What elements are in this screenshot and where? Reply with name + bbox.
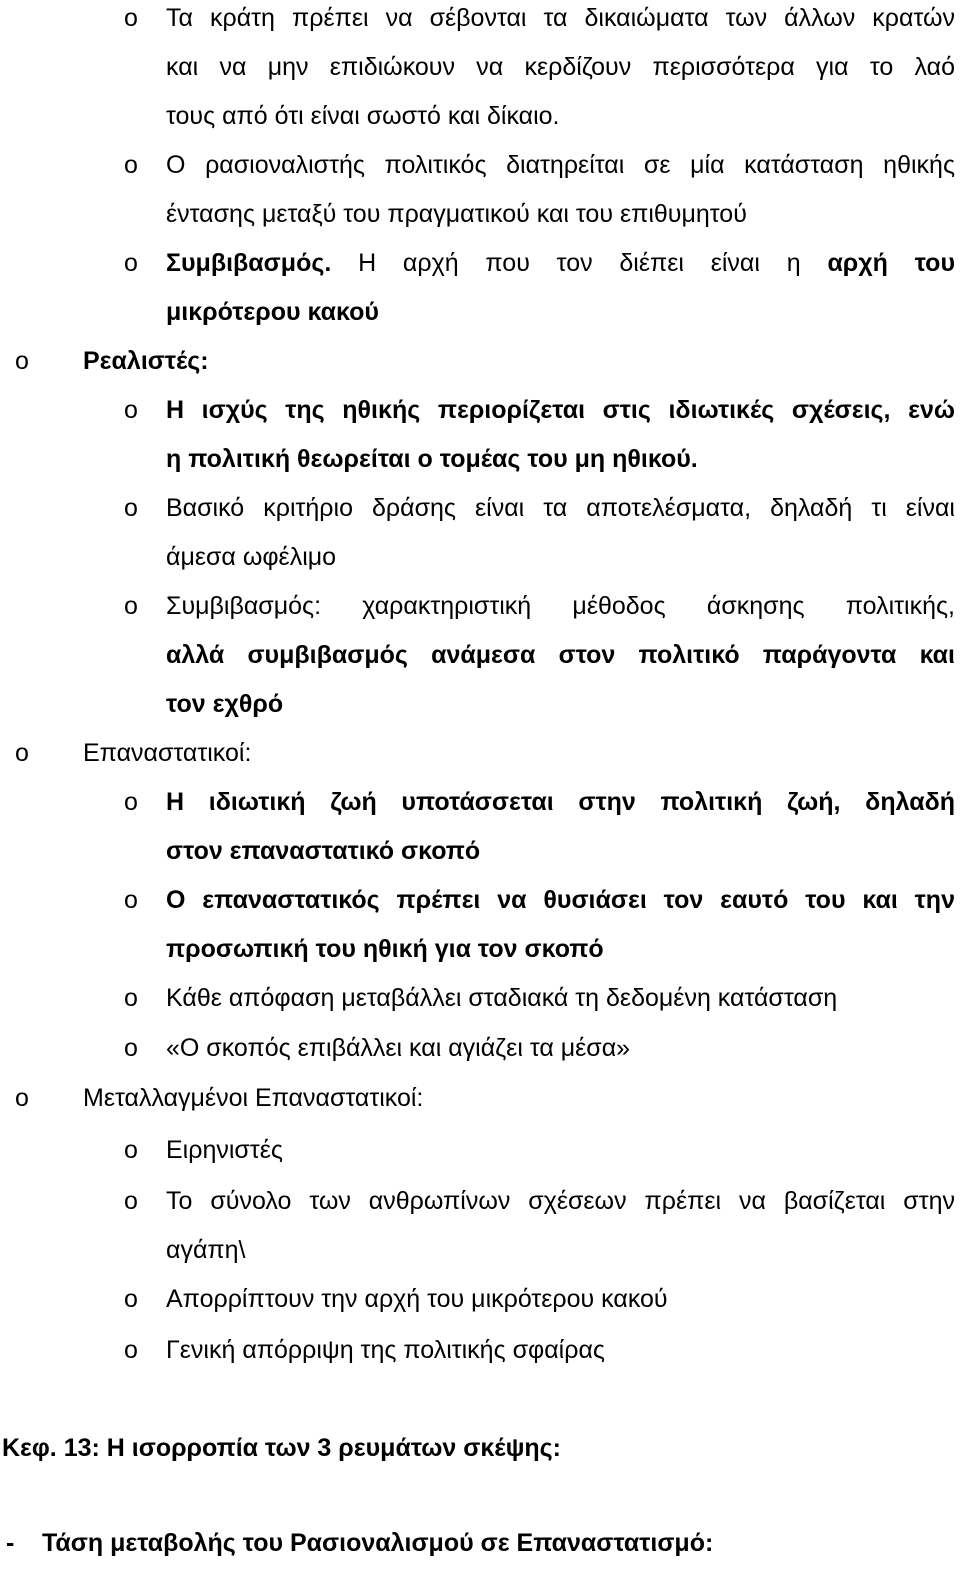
item-text: τους από ότι είναι σωστό και δίκαιο. xyxy=(166,102,560,130)
list-bullet: o xyxy=(124,494,138,522)
item-text: και να μην επιδιώκουν να κερδίζουν περισσότερα για το λαό xyxy=(166,53,955,81)
chapter-heading: Κεφ. 13: Η ισορροπία των 3 ρευμάτων σκέψης: xyxy=(2,1434,562,1462)
item-text: Η ιδιωτική ζωή υποτάσσεται στην πολιτική ζωή, δηλαδή xyxy=(166,788,955,816)
list-bullet: o xyxy=(124,1285,138,1313)
item-text: Το σύνολο των ανθρωπίνων σχέσεων πρέπει να βασίζεται στην xyxy=(166,1187,955,1215)
list-bullet: o xyxy=(15,739,29,767)
item-text: τον εχθρό xyxy=(166,690,284,718)
list-item-continuation xyxy=(0,1232,960,1281)
item-text: Γενική απόρριψη της πολιτικής σφαίρας xyxy=(166,1336,605,1364)
item-text: «Ο σκοπός επιβάλλει και αγιάζει τα μέσα» xyxy=(166,1034,631,1062)
bold-term: αρχή του xyxy=(827,249,955,277)
list-item xyxy=(0,245,960,294)
list-item-continuation xyxy=(0,833,960,882)
bold-term: Συμβιβασμός. xyxy=(166,249,332,277)
list-item-level1 xyxy=(0,343,960,392)
list-bullet: o xyxy=(124,151,138,179)
item-text: Τα κράτη πρέπει να σέβονται τα δικαιώματα των άλλων κρατών xyxy=(166,4,955,32)
list-item xyxy=(0,882,960,931)
item-text: Η ισχύς της ηθικής περιορίζεται στις ιδιωτικές σχέσεις, ενώ xyxy=(166,396,955,424)
list-item-continuation xyxy=(0,196,960,245)
section-label: Μεταλλαγμένοι Επαναστατικοί: xyxy=(83,1084,424,1112)
dash-item xyxy=(0,1525,960,1574)
list-bullet: o xyxy=(124,1336,138,1364)
section-label: Επαναστατικοί: xyxy=(83,739,252,767)
list-item-continuation xyxy=(0,686,960,735)
list-item-level1 xyxy=(0,1080,960,1129)
item-text: Κάθε απόφαση μεταβάλλει σταδιακά τη δεδομένη κατάσταση xyxy=(166,984,838,1012)
item-text: Ο ρασιοναλιστής πολιτικός διατηρείται σε μία κατάσταση ηθικής xyxy=(166,151,955,179)
list-item xyxy=(0,1332,960,1381)
item-text: στον επαναστατικό σκοπό xyxy=(166,837,481,865)
list-item xyxy=(0,1132,960,1181)
item-text: έντασης μεταξύ του πραγματικού και του επιθυμητού xyxy=(166,200,747,228)
item-text: προσωπική του ηθική για τον σκοπό xyxy=(166,935,604,963)
item-text: η πολιτική θεωρείται ο τομέας του μη ηθικού. xyxy=(166,445,698,473)
item-text: Συμβιβασμός: χαρακτηριστική μέθοδος άσκησης πολιτικής, xyxy=(166,592,955,620)
list-item-continuation xyxy=(0,539,960,588)
list-bullet: o xyxy=(124,1136,138,1164)
item-text: Ο επαναστατικός πρέπει να θυσιάσει τον εαυτό του και την xyxy=(166,886,955,914)
list-bullet: o xyxy=(15,1084,29,1112)
list-bullet: o xyxy=(124,249,138,277)
list-bullet: o xyxy=(124,396,138,424)
list-item-continuation xyxy=(0,49,960,98)
list-item xyxy=(0,1183,960,1232)
item-text: Ειρηνιστές xyxy=(166,1136,283,1164)
dash-bullet: - xyxy=(6,1529,15,1557)
list-bullet: o xyxy=(124,4,138,32)
list-bullet: o xyxy=(124,984,138,1012)
list-item xyxy=(0,1281,960,1330)
item-text: αλλά συμβιβασμός ανάμεσα στον πολιτικό παράγοντα και xyxy=(166,641,955,669)
item-text: μικρότερου κακού xyxy=(166,298,379,326)
list-bullet: o xyxy=(124,1034,138,1062)
list-item-level1 xyxy=(0,735,960,784)
list-item-continuation xyxy=(0,637,960,686)
item-text: Βασικό κριτήριο δράσης είναι τα αποτελέσματα, δηλαδή τι είναι xyxy=(166,494,955,522)
list-item xyxy=(0,0,960,49)
list-item-continuation xyxy=(0,98,960,147)
list-item xyxy=(0,490,960,539)
list-bullet: o xyxy=(124,788,138,816)
list-item xyxy=(0,147,960,196)
chapter-heading-row xyxy=(0,1430,960,1479)
item-text: αγάπη\ xyxy=(166,1236,246,1264)
list-item-continuation xyxy=(0,294,960,343)
list-bullet: o xyxy=(124,1187,138,1215)
dash-item-text: Τάση μεταβολής του Ρασιοναλισμού σε Επαναστατισμό: xyxy=(42,1529,714,1557)
item-text: Η αρχή που τον διέπει είναι η xyxy=(331,249,828,277)
item-text-mixed xyxy=(166,245,955,281)
list-bullet: o xyxy=(124,592,138,620)
list-bullet: o xyxy=(124,886,138,914)
list-item-continuation xyxy=(0,931,960,980)
list-item xyxy=(0,784,960,833)
list-item xyxy=(0,588,960,637)
section-label: Ρεαλιστές: xyxy=(83,347,209,375)
list-item xyxy=(0,392,960,441)
item-text: άμεσα ωφέλιμο xyxy=(166,543,337,571)
list-bullet: o xyxy=(15,347,29,375)
list-item-continuation xyxy=(0,441,960,490)
list-item xyxy=(0,980,960,1029)
list-item xyxy=(0,1030,960,1079)
item-text: Απορρίπτουν την αρχή του μικρότερου κακού xyxy=(166,1285,668,1313)
